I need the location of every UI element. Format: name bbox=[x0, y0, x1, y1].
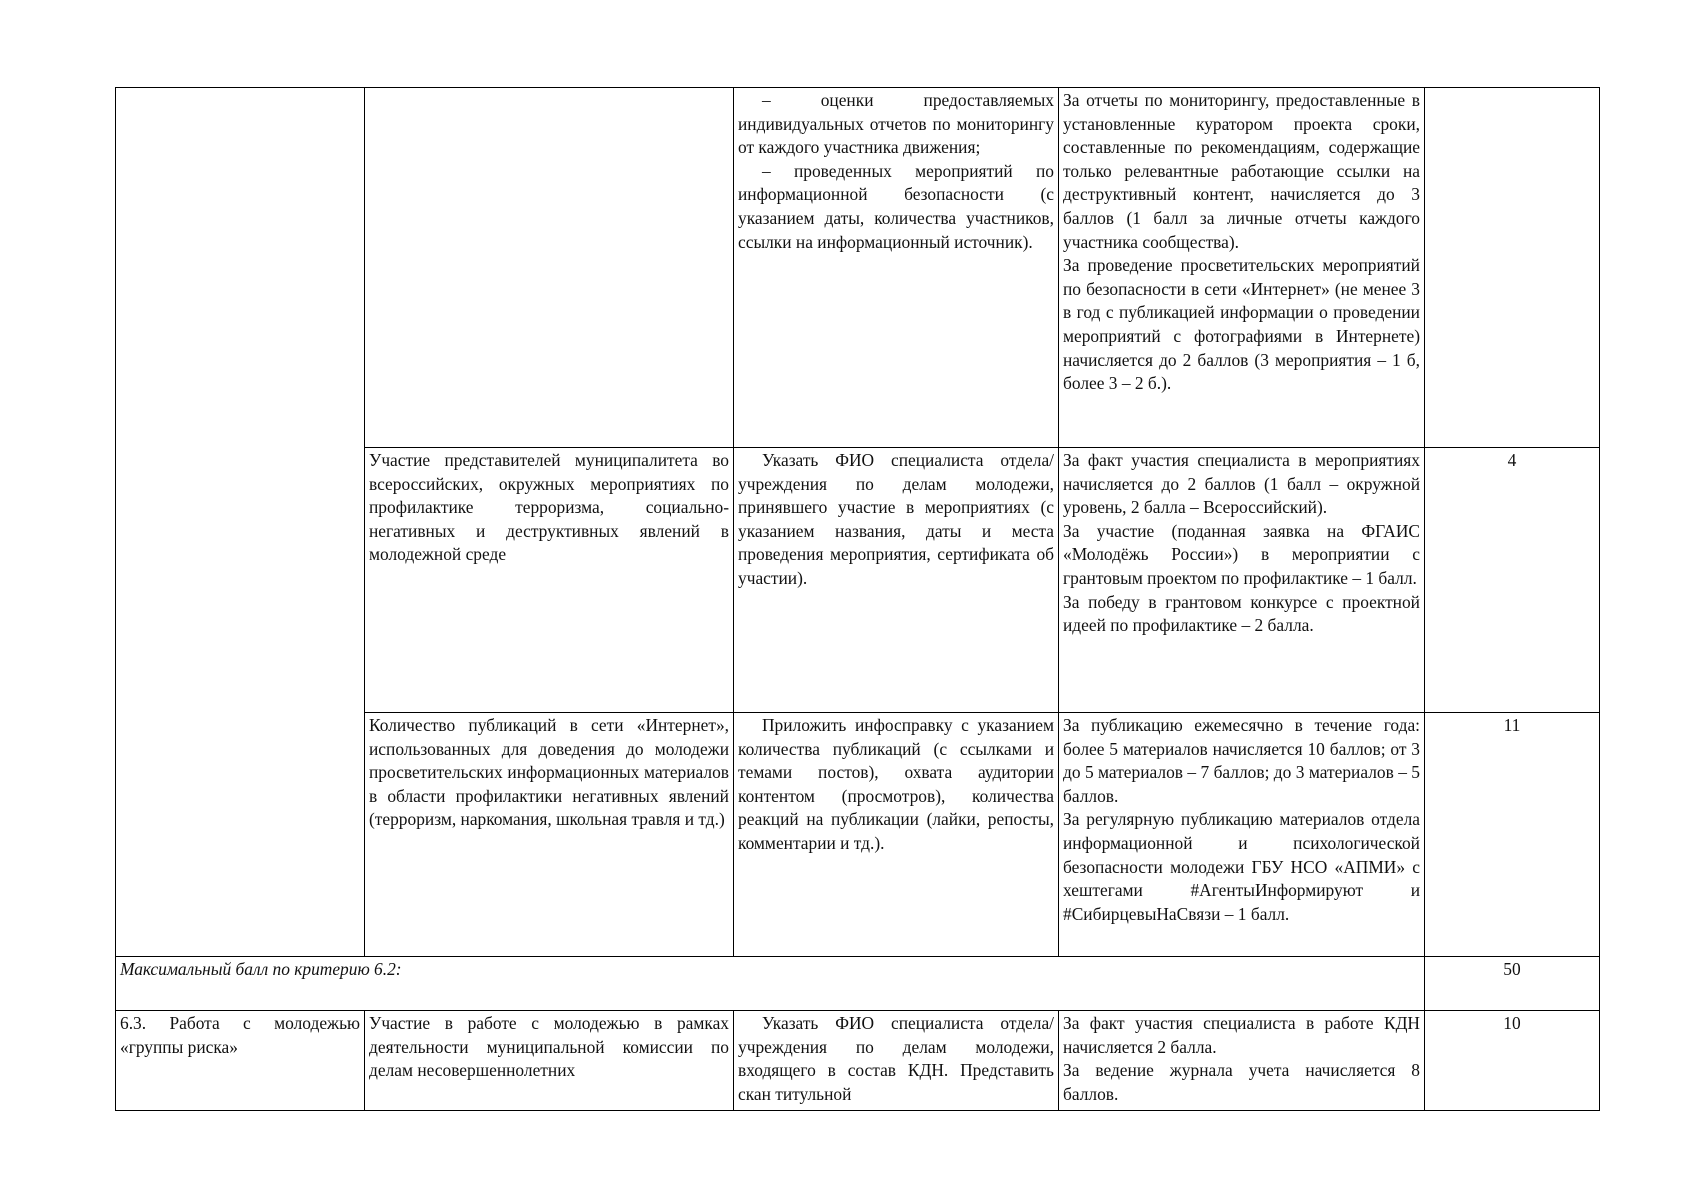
scoring-paragraph: За проведение просветительских мероприятий по безопасности в сети «Интернет» (не менее 3 в год с публикацией информации о проведении мероприятий с фотографиями в Интернете) начисляется до 2 баллов (3 мероприятия – 1 б, более 3 – 2 б.). bbox=[1063, 255, 1420, 394]
max-score-cell bbox=[1425, 88, 1600, 448]
indicator-cell: Количество публикаций в сети «Интернет», использованных для доведения до молодежи просветительских информационных материалов в области профилактики негативных явлений (терроризм, наркомания, школьная травля и тд.) bbox=[365, 713, 734, 957]
max-score-cell: 4 bbox=[1425, 448, 1600, 713]
scoring-paragraph: За факт участия специалиста в мероприятиях начисляется до 2 баллов (1 балл – окружной уровень, 2 балла – Всероссийский). bbox=[1063, 450, 1420, 518]
scoring-paragraph: За участие (поданная заявка на ФГАИС «Молодёжь России») в мероприятии с грантовым проектом по профилактике – 1 балл. bbox=[1063, 520, 1420, 588]
max-score-cell: 10 bbox=[1425, 1011, 1600, 1111]
requirements-paragraph: – оценки предоставляемых индивидуальных отчетов по мониторингу от каждого участника движения; bbox=[738, 90, 1054, 158]
requirements-cell bbox=[734, 448, 1059, 713]
indicator-cell: Участие представителей муниципалитета во всероссийских, окружных мероприятиях по профилактике терроризма, социально-негативных и деструктивных явлений в молодежной среде bbox=[365, 448, 734, 713]
criteria-table bbox=[115, 87, 1600, 1111]
requirements-cell bbox=[734, 88, 1059, 448]
requirements-paragraph: Приложить инфосправку с указанием количества публикаций (с ссылками и темами постов), охвата аудитории контентом (просмотров), количества реакций на публикации (лайки, репосты, комментарии и тд.). bbox=[738, 715, 1054, 853]
scoring-paragraph: За победу в грантовом конкурсе с проектной идеей по профилактике – 2 балла. bbox=[1063, 591, 1420, 636]
requirements-paragraph: Указать ФИО специалиста отдела/учреждения по делам молодежи, входящего в состав КДН. Представить скан титульной bbox=[738, 1013, 1054, 1104]
scoring-paragraph: За публикацию ежемесячно в течение года: более 5 материалов начисляется 10 баллов; от 3 до 5 материалов – 7 баллов; до 3 материалов – 5 баллов. bbox=[1063, 715, 1420, 806]
requirements-paragraph: Указать ФИО специалиста отдела/учреждения по делам молодежи, принявшего участие в мероприятиях (с указанием названия, даты и места проведения мероприятия, сертификата об участии). bbox=[738, 450, 1054, 588]
indicator-cell bbox=[365, 88, 734, 448]
scoring-paragraph: За регулярную публикацию материалов отдела информационной и психологической безопасности молодежи ГБУ НСО «АПМИ» с хештегами #АгентыИнформируют и #СибирцевыНаСвязи – 1 балл. bbox=[1063, 809, 1420, 924]
max-score-cell: 11 bbox=[1425, 713, 1600, 957]
indicator-cell: Участие в работе с молодежью в рамках деятельности муниципальной комиссии по делам несовершеннолетних bbox=[365, 1011, 734, 1111]
scoring-paragraph: За факт участия специалиста в работе КДН начисляется 2 балла. bbox=[1063, 1013, 1420, 1057]
scoring-cell bbox=[1059, 713, 1425, 957]
requirements-cell bbox=[734, 713, 1059, 957]
table-row bbox=[116, 88, 1600, 448]
max-score-total: 50 bbox=[1425, 957, 1600, 1011]
scoring-cell bbox=[1059, 1011, 1425, 1111]
table-row bbox=[116, 1011, 1600, 1111]
total-row bbox=[116, 957, 1600, 1011]
requirements-paragraph: – проведенных мероприятий по информационной безопасности (с указанием даты, количества участников, ссылки на информационный источник). bbox=[738, 160, 1054, 252]
max-score-label: Максимальный балл по критерию 6.2: bbox=[116, 957, 1425, 1011]
scoring-paragraph: За отчеты по мониторингу, предоставленные в установленные куратором проекта сроки, составленные по рекомендациям, содержащие только релевантные работающие ссылки на деструктивный контент, начисляется до 3 баллов (1 балл за личные отчеты каждого участника сообщества). bbox=[1063, 90, 1420, 252]
scoring-cell bbox=[1059, 448, 1425, 713]
scoring-paragraph: За ведение журнала учета начисляется 8 баллов. bbox=[1063, 1060, 1420, 1104]
criterion-cell: 6.3. Работа с молодежью «группы риска» bbox=[116, 1011, 365, 1111]
criterion-cell bbox=[116, 88, 365, 957]
scoring-cell bbox=[1059, 88, 1425, 448]
requirements-cell bbox=[734, 1011, 1059, 1111]
